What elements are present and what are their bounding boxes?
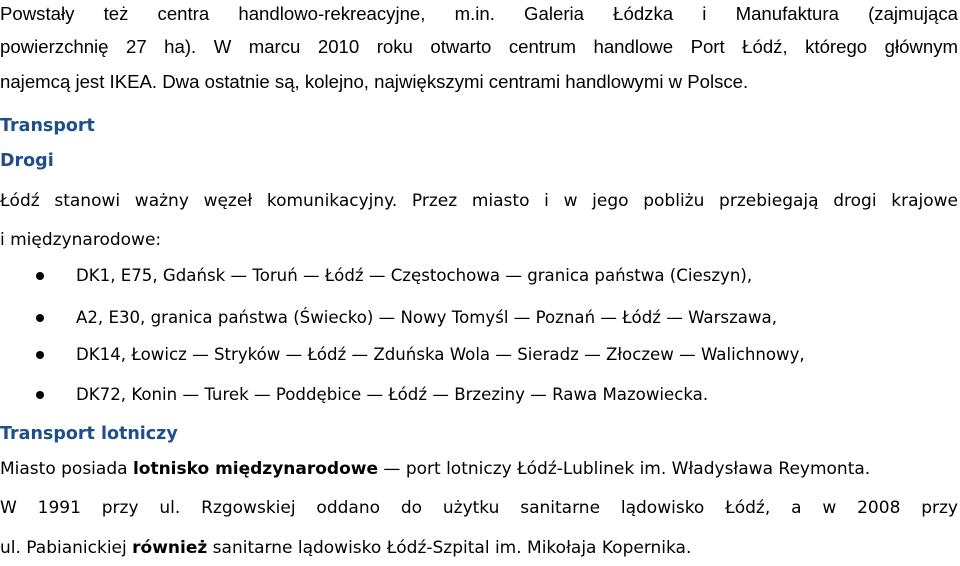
- air-transport-heading: Transport lotniczy: [0, 424, 178, 444]
- air-paragraph-1-start: Miasto posiada: [0, 459, 133, 479]
- air-paragraph-1: [0, 451, 870, 487]
- route-text: DK14, Łowicz — Stryków — Łódź — Zduńska Wola — Sieradz — Złoczew — Walichnowy,: [76, 345, 805, 364]
- air-paragraph-2-line-1: W 1991 przy ul. Rzgowskiej oddano do użytku sanitarne lądowisko Łódź, a w 2008 przy: [0, 498, 958, 518]
- intro-line-1: Powstały też centra handlowo-rekreacyjne, m.in. Galeria Łódzka i Manufaktura (zajmująca: [0, 3, 958, 24]
- air-paragraph-2-bold: również: [132, 538, 208, 558]
- bullet-icon: [36, 314, 44, 322]
- route-text: DK1, E75, Gdańsk — Toruń — Łódź — Częstochowa — granica państwa (Cieszyn),: [76, 266, 753, 285]
- route-text: DK72, Konin — Turek — Poddębice — Łódź — Brzeziny — Rawa Mazowiecka.: [76, 385, 709, 404]
- airport-link-text: lotnisko międzynarodowe: [132, 459, 379, 479]
- intro-line-2: powierzchnię 27 ha). W marcu 2010 roku otwarto centrum handlowe Port Łódź, którego głównym: [0, 36, 958, 57]
- transport-heading: Transport: [0, 116, 95, 136]
- air-paragraph-2-end: sanitarne lądowisko Łódź-Szpital im. Mikołaja Kopernika.: [207, 538, 692, 558]
- roads-paragraph-line-2: i międzynarodowe:: [0, 230, 162, 250]
- route-text: A2, E30, granica państwa (Świecko) — Nowy Tomyśl — Poznań — Łódź — Warszawa,: [76, 308, 777, 327]
- bullet-icon: [36, 272, 44, 280]
- air-paragraph-1-end: — port lotniczy Łódź-Lublinek im. Władysława Reymonta.: [378, 459, 871, 479]
- roads-paragraph-line-1: Łódź stanowi ważny węzeł komunikacyjny. Przez miasto i w jego pobliżu przebiegają drogi krajowe: [0, 191, 958, 211]
- air-paragraph-2-start: ul. Pabianickiej: [0, 538, 133, 558]
- bullet-icon: [36, 351, 44, 359]
- bullet-icon: [36, 391, 44, 399]
- intro-line-3: najemcą jest IKEA. Dwa ostatnie są, kolejno, największymi centrami handlowymi w Polsce.: [0, 71, 749, 92]
- roads-heading: Drogi: [0, 151, 54, 171]
- air-paragraph-2-line-2: [0, 530, 691, 566]
